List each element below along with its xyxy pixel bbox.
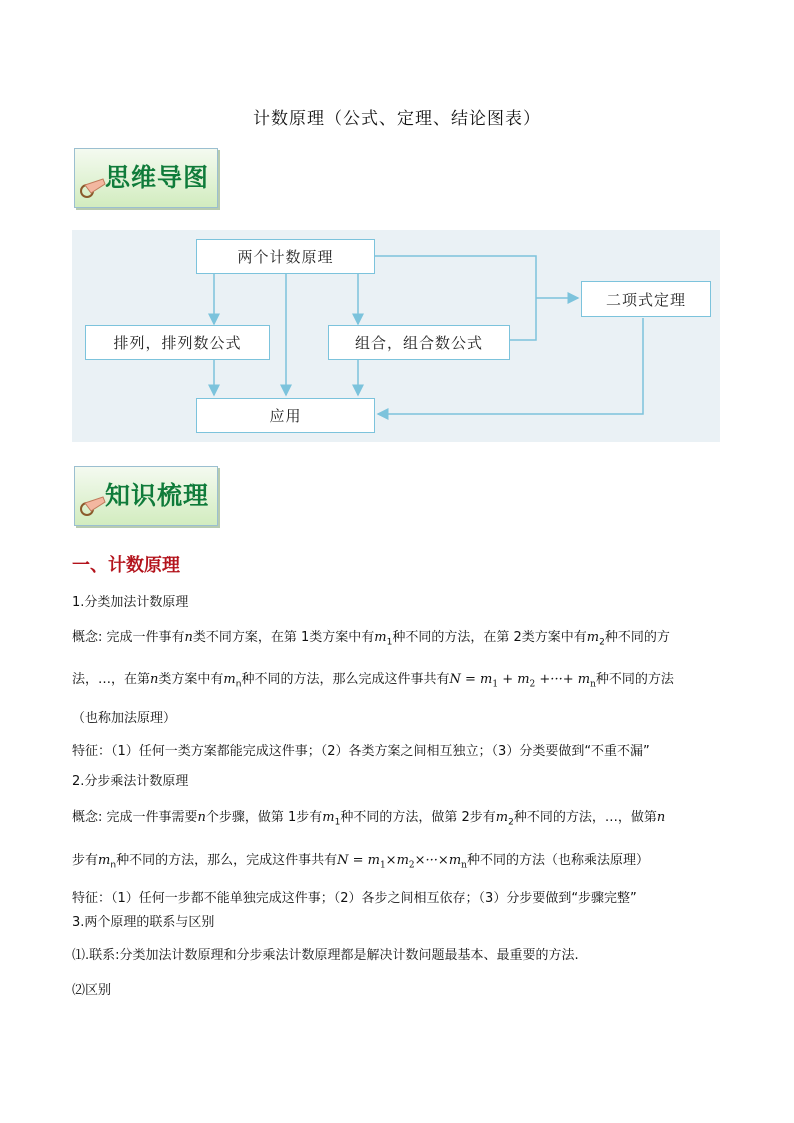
addition-feature: 特征：（1）任何一类方案都能完成这件事；（2）各类方案之间相互独立；（3）分类要做到“不重不漏” bbox=[72, 744, 650, 759]
section-heading: 一、计数原理 bbox=[72, 555, 180, 576]
subsection-title-2: 2.分步乘法计数原理 bbox=[72, 774, 189, 789]
addition-concept-line-1: 概念: 完成一件事有n类不同方案，在第 1类方案中有$m_1$种不同的方法，在第 2类方案中有$m_2$种不同的方 bbox=[72, 630, 670, 648]
permutation-box: 排列，排列数公式 bbox=[85, 325, 270, 360]
combination-box: 组合，组合数公式 bbox=[328, 325, 510, 360]
hand-pointer-icon bbox=[79, 175, 107, 199]
addition-concept-line-3: （也称加法原理） bbox=[72, 711, 177, 726]
concept-diagram bbox=[72, 230, 720, 442]
relation-item-1: ⑴.联系:分类加法计数原理和分步乘法计数原理都是解决计数问题最基本、最重要的方法. bbox=[72, 948, 579, 963]
multiplication-formula: $N = m_1\times m_2\times\cdot\cdot\cdot\times m_n$ bbox=[337, 853, 467, 871]
knowledge-badge bbox=[74, 466, 218, 526]
mind-map-label: 思维导图 bbox=[105, 163, 210, 192]
binomial-theorem-box: 二项式定理 bbox=[581, 281, 711, 317]
page-title: 计数原理（公式、定理、结论图表） bbox=[253, 109, 541, 129]
addition-formula: $N = m_1 + m_2$ +···+ $m_n$ bbox=[449, 672, 596, 690]
multiplication-concept-line-2: 步有$m_n$种不同的方法，那么，完成这件事共有$N = m_1\times m_2\times\cdot\cdot\cdot\times m_n$种不同的方法（也称乘法原理） bbox=[72, 853, 649, 871]
multiplication-concept-line-1: 概念: 完成一件事需要n个步骤，做第 1步有$m_1$种不同的方法，做第 2步有$m_2$种不同的方法，…，做第n bbox=[72, 810, 666, 828]
knowledge-label: 知识梳理 bbox=[105, 481, 210, 510]
subsection-title-1: 1.分类加法计数原理 bbox=[72, 595, 189, 610]
two-principles-box: 两个计数原理 bbox=[196, 239, 375, 274]
mind-map-badge bbox=[74, 148, 218, 208]
addition-concept-line-2: 法，…，在第n类方案中有$m_n$种不同的方法，那么完成这件事共有$N = m_1 + m_2$ +···+ $m_n$种不同的方法 bbox=[72, 672, 674, 690]
application-box: 应用 bbox=[196, 398, 375, 433]
hand-pointer-icon bbox=[79, 493, 107, 517]
relation-item-2: ⑵区别 bbox=[72, 983, 112, 998]
multiplication-feature: 特征：（1）任何一步都不能单独完成这件事；（2）各步之间相互依存；（3）分步要做到“步骤完整” bbox=[72, 891, 637, 906]
subsection-title-3: 3.两个原理的联系与区别 bbox=[72, 915, 215, 930]
